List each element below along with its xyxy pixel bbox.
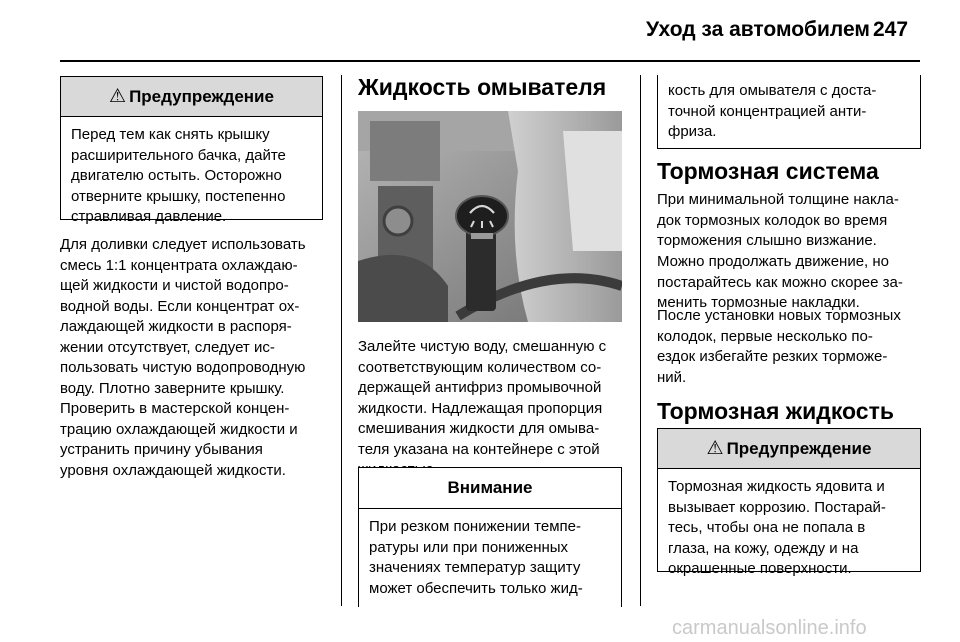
notice-continued-text: кость для омывателя с доста- точной концентрацией анти- фриза.	[668, 82, 877, 140]
coolant-warning-box	[60, 76, 323, 225]
washer-notice-continued-box	[657, 75, 921, 149]
notice-box-header	[359, 468, 621, 509]
washer-fluid-photo	[358, 111, 622, 322]
brake-system-paragraph-2: Можно продолжать движение, но постарайтесь как можно скорее за- менить тормозные накладки.	[657, 253, 903, 311]
brake-fluid-warning-box	[657, 428, 921, 577]
notice-box-text: При резком понижении темпе- ратуры или при пониженных значениях температур защиту может обеспечить только жид-	[369, 518, 583, 597]
brake-fluid-heading: Тормозная жидкость	[657, 398, 894, 424]
page-number: 247	[873, 18, 909, 41]
warning-box-title: Предупреждение	[726, 438, 872, 458]
notice-box-title: Внимание	[447, 478, 533, 497]
page-header-title: Уход за автомобилем	[646, 18, 870, 41]
washer-fluid-heading: Жидкость омывателя	[358, 74, 607, 100]
washer-notice-box	[358, 467, 622, 607]
warning-triangle-icon: ⚠	[706, 438, 724, 459]
washer-fluid-paragraph: Залейте чистую воду, смешанную с соответствующим количеством со- держащей антифриз промывочной жидкости. Надлежащая пропорция смешивания жидкости для омыва- теля указана на контейнере с этой	[358, 338, 607, 458]
coolant-refill-paragraph: Для доливки следует использовать смесь 1:1 концентрата охлаждаю- щей жидкости и чистой водопро- водной воды. Если концентрат ох- лаждающей жидкости в распоря- жении отсутствует, следует ис- пользовать чистую водопроводную воду. Плотно заверните крышку. Проверить в мастерской концен- трацию охлаждающей жидкости и устранить причину убывания уровня охлаждающей жидкости.	[60, 236, 306, 479]
column-divider-right	[640, 75, 641, 606]
brake-system-heading: Тормозная система	[657, 158, 879, 184]
warning-box-header	[658, 429, 920, 469]
brake-system-paragraph-3: После установки новых тормозных колодок, первые несколько по- ездок избегайте резких торможе- ний.	[657, 307, 901, 386]
warning-triangle-icon: ⚠	[109, 86, 127, 107]
warning-box-title: Предупреждение	[129, 86, 274, 106]
column-divider-left	[341, 75, 342, 606]
engine-bay-illustration	[358, 111, 622, 322]
brake-system-paragraph-1: При минимальной толщине накла- док тормозных колодок во время торможения слышно визжание.	[657, 191, 899, 249]
footer-watermark-url: carmanualsonline.info	[672, 617, 867, 639]
warning-box-text: Тормозная жидкость ядовита и вызывает коррозию. Постарай- тесь, чтобы она не попала в глаза, на кожу, одежду и на окрашенные поверхности.	[668, 478, 886, 577]
warning-box-text: Перед тем как снять крышку расширительного бачка, дайте двигателю остыть. Осторожно отверните крышку, постепенно стравливая давление.	[71, 126, 286, 225]
header-divider	[60, 60, 920, 62]
warning-box-header	[61, 77, 322, 117]
